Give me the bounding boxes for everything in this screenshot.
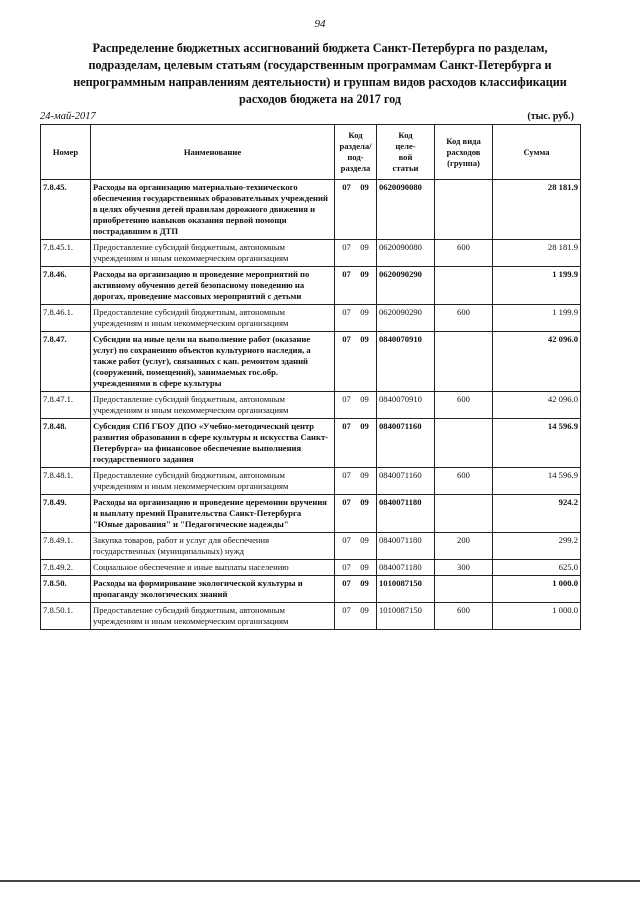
table-row	[41, 305, 581, 332]
row-vid	[435, 267, 493, 305]
row-razdel-cell	[335, 533, 377, 560]
row-podrazdel: 09	[360, 562, 369, 572]
row-summa: 14 596.9	[493, 468, 581, 495]
row-name: Расходы на организацию материально-технического обеспечения государственных образовательных учреждений в целях обучения детей правилам дорожного движения и приобретению навыков оказания первой помощи пострадавшим в ДТП	[91, 180, 335, 240]
row-razdel: 07	[342, 307, 351, 317]
header-naimenovanie: Наименование	[91, 125, 335, 180]
units-label: (тыс. руб.)	[527, 111, 574, 122]
row-summa: 28 181.9	[493, 240, 581, 267]
row-razdel: 07	[342, 497, 351, 507]
row-number: 7.8.48.1.	[41, 468, 91, 495]
header-line: под-	[347, 152, 364, 162]
header-line: Код вида	[446, 135, 481, 146]
row-summa: 1 199.9	[493, 305, 581, 332]
row-razdel: 07	[342, 334, 351, 344]
header-line: раздела/	[339, 141, 372, 151]
row-summa: 42 096.0	[493, 332, 581, 392]
row-podrazdel: 09	[360, 497, 369, 507]
row-razdel: 07	[342, 394, 351, 404]
row-razdel-cell	[335, 267, 377, 305]
row-razdel-cell	[335, 468, 377, 495]
row-podrazdel: 09	[360, 394, 369, 404]
header-line: статьи	[392, 163, 419, 173]
row-podrazdel: 09	[360, 269, 369, 279]
header-line: Код	[398, 130, 413, 140]
title-line: подразделам, целевым статьям (государственным программам Санкт-Петербурга и	[88, 58, 552, 72]
row-razdel: 07	[342, 269, 351, 279]
row-vid: 600	[435, 392, 493, 419]
row-razdel: 07	[342, 421, 351, 431]
header-line: Код	[348, 130, 363, 140]
row-name: Социальное обеспечение и иные выплаты населению	[91, 560, 335, 576]
row-podrazdel: 09	[360, 307, 369, 317]
row-podrazdel: 09	[360, 421, 369, 431]
row-podrazdel: 09	[360, 605, 369, 615]
header-line: вой	[398, 152, 413, 162]
table-row	[41, 267, 581, 305]
row-vid: 600	[435, 603, 493, 630]
row-celevaya: 1010087150	[377, 576, 435, 603]
header-kod-razdela	[335, 125, 377, 180]
row-number: 7.8.45.1.	[41, 240, 91, 267]
row-name: Предоставление субсидий бюджетным, автономным учреждениям и иным некоммерческим организациям	[91, 603, 335, 630]
row-celevaya: 0840071160	[377, 468, 435, 495]
row-name: Расходы на организацию и проведение мероприятий по активному обучению детей безопасному поведению на дорогах, проведение массовых мероприятий с детьми	[91, 267, 335, 305]
row-name: Предоставление субсидий бюджетным, автономным учреждениям и иным некоммерческим организациям	[91, 468, 335, 495]
row-razdel-cell	[335, 240, 377, 267]
row-vid	[435, 419, 493, 468]
header-line: раздела	[340, 163, 371, 173]
row-vid	[435, 180, 493, 240]
row-summa: 299.2	[493, 533, 581, 560]
row-summa: 924.2	[493, 495, 581, 533]
table-row	[41, 603, 581, 630]
row-name: Субсидия СПб ГБОУ ДПО «Учебно-методический центр развития образования в сфере культуры и искусства Санкт-Петербурга» на финансовое обеспечение выполнения государственного задания	[91, 419, 335, 468]
table-header-row	[41, 125, 581, 180]
title-line: Распределение бюджетных ассигнований бюджета Санкт-Петербурга по разделам,	[92, 41, 548, 55]
row-number: 7.8.49.1.	[41, 533, 91, 560]
row-razdel: 07	[342, 182, 351, 192]
row-razdel-cell	[335, 332, 377, 392]
row-celevaya: 0620090080	[377, 180, 435, 240]
row-podrazdel: 09	[360, 578, 369, 588]
row-number: 7.8.49.	[41, 495, 91, 533]
row-vid: 300	[435, 560, 493, 576]
row-razdel: 07	[342, 535, 351, 545]
row-podrazdel: 09	[360, 242, 369, 252]
header-line: расходов	[446, 146, 481, 157]
table-row	[41, 468, 581, 495]
row-celevaya: 0840071180	[377, 495, 435, 533]
row-name: Предоставление субсидий бюджетным, автономным учреждениям и иным некоммерческим организациям	[91, 392, 335, 419]
row-name: Расходы на организацию и проведение церемонии вручения и выплату премий Правительства Санкт-Петербурга "Юные дарования" и "Педагогические надежды"	[91, 495, 335, 533]
header-kod-vida-rashodov	[435, 125, 493, 180]
table-body	[41, 180, 581, 630]
table-row	[41, 240, 581, 267]
row-summa: 1 000.0	[493, 576, 581, 603]
row-summa: 625.0	[493, 560, 581, 576]
row-razdel: 07	[342, 578, 351, 588]
row-razdel: 07	[342, 242, 351, 252]
title-line: расходов бюджета на 2017 год	[238, 92, 402, 106]
row-vid: 600	[435, 468, 493, 495]
row-razdel: 07	[342, 470, 351, 480]
row-celevaya: 1010087150	[377, 603, 435, 630]
row-summa: 42 096.0	[493, 392, 581, 419]
page-bottom-rule	[0, 880, 640, 882]
row-podrazdel: 09	[360, 182, 369, 192]
row-name: Закупка товаров, работ и услуг для обеспечения государственных (муниципальных) нужд	[91, 533, 335, 560]
row-vid	[435, 495, 493, 533]
row-vid: 600	[435, 305, 493, 332]
row-number: 7.8.45.	[41, 180, 91, 240]
row-celevaya: 0620090080	[377, 240, 435, 267]
row-name: Расходы на формирование экологической культуры и пропаганду экологических знаний	[91, 576, 335, 603]
row-razdel-cell	[335, 576, 377, 603]
row-razdel-cell	[335, 392, 377, 419]
row-number: 7.8.50.	[41, 576, 91, 603]
row-summa: 28 181.9	[493, 180, 581, 240]
table-row	[41, 419, 581, 468]
table-row	[41, 533, 581, 560]
row-razdel: 07	[342, 562, 351, 572]
row-number: 7.8.46.	[41, 267, 91, 305]
table-row	[41, 332, 581, 392]
budget-table	[40, 124, 581, 630]
row-razdel-cell	[335, 305, 377, 332]
title-line: непрограммным направлениям деятельности) и группам видов расходов классификации	[73, 75, 567, 89]
row-name: Предоставление субсидий бюджетным, автономным учреждениям и иным некоммерческим организациям	[91, 240, 335, 267]
table-row	[41, 576, 581, 603]
row-number: 7.8.49.2.	[41, 560, 91, 576]
row-name: Предоставление субсидий бюджетным, автономным учреждениям и иным некоммерческим организациям	[91, 305, 335, 332]
row-celevaya: 0620090290	[377, 267, 435, 305]
header-line: (группа)	[447, 157, 480, 168]
row-celevaya: 0840071180	[377, 533, 435, 560]
document-title	[40, 40, 600, 108]
row-vid	[435, 332, 493, 392]
row-name: Субсидии на иные цели на выполнение работ (оказание услуг) по сохранению объектов культурного наследия, а также работ (услуг), связанных с кап. ремонтом зданий (сооружений, помещений), занимаемых гос.обр. учреждениями в сфере культуры	[91, 332, 335, 392]
row-celevaya: 0840071160	[377, 419, 435, 468]
row-number: 7.8.46.1.	[41, 305, 91, 332]
header-line: целе-	[395, 141, 416, 151]
row-celevaya: 0840070910	[377, 332, 435, 392]
header-summa: Сумма	[493, 125, 581, 180]
row-summa: 1 199.9	[493, 267, 581, 305]
table-row	[41, 560, 581, 576]
row-razdel-cell	[335, 495, 377, 533]
row-vid: 600	[435, 240, 493, 267]
table-row	[41, 180, 581, 240]
row-number: 7.8.50.1.	[41, 603, 91, 630]
row-number: 7.8.47.1.	[41, 392, 91, 419]
row-summa: 1 000.0	[493, 603, 581, 630]
row-number: 7.8.47.	[41, 332, 91, 392]
page-number: 94	[314, 18, 326, 30]
row-celevaya: 0840071180	[377, 560, 435, 576]
row-celevaya: 0840070910	[377, 392, 435, 419]
row-razdel-cell	[335, 603, 377, 630]
row-razdel-cell	[335, 419, 377, 468]
document-date: 24-май-2017	[40, 111, 96, 122]
row-razdel-cell	[335, 560, 377, 576]
table-row	[41, 495, 581, 533]
row-vid	[435, 576, 493, 603]
row-razdel: 07	[342, 605, 351, 615]
row-razdel-cell	[335, 180, 377, 240]
row-summa: 14 596.9	[493, 419, 581, 468]
row-number: 7.8.48.	[41, 419, 91, 468]
row-celevaya: 0620090290	[377, 305, 435, 332]
header-kod-celevoy-stati	[377, 125, 435, 180]
row-podrazdel: 09	[360, 535, 369, 545]
row-podrazdel: 09	[360, 470, 369, 480]
table-row	[41, 392, 581, 419]
header-nomer: Номер	[41, 125, 91, 180]
row-podrazdel: 09	[360, 334, 369, 344]
row-vid: 200	[435, 533, 493, 560]
